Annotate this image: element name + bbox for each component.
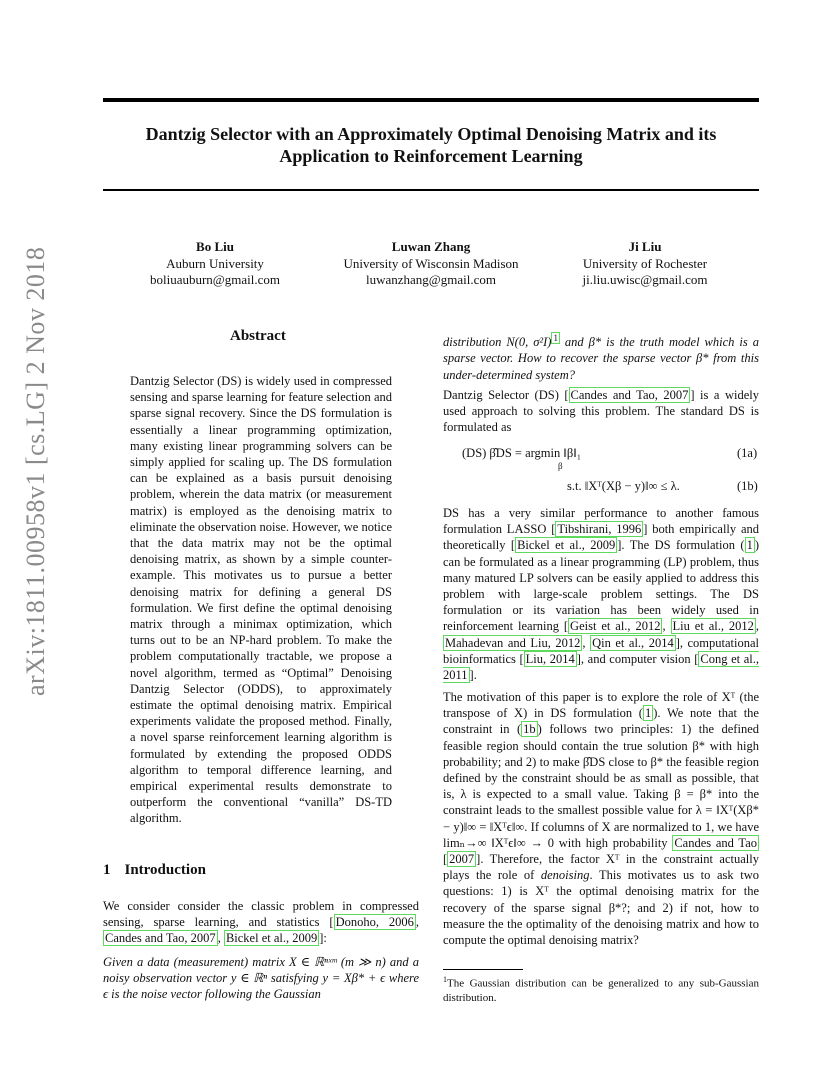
paragraph-text: ) follows two principles: 1) the defined feasible region should contain the true solution β* with high probability; and 2) to make β̂DS close to β* the feasible region defined by the constraint should be as small as possible, that is, λ is expected to a small value. Taking β = β* into the constraint leads to the smallest possible value for λ = ‖Xᵀ(Xβ* − y)‖∞ = ‖Xᵀϵ‖∞. If columns of X are normalized to 1, we have limₙ→∞ ‖Xᵀϵ‖∞ → 0 with high probability xyxy=(443,722,759,850)
citation-link[interactable]: Bickel et al., 2009 xyxy=(517,538,616,553)
problem-statement xyxy=(103,954,419,1003)
equation-1a xyxy=(462,446,581,461)
citation-link[interactable]: Mahadevan and Liu, 2012 xyxy=(445,635,581,650)
footnote-rule xyxy=(443,969,523,970)
citation-close: ]: xyxy=(319,931,327,946)
author-name: Bo Liu xyxy=(196,239,234,254)
citation-link[interactable]: Candes and Tao xyxy=(674,835,757,850)
intro-text: We consider consider the classic problem in compressed sensing, sparse learning, and statistics [ xyxy=(103,899,419,930)
paragraph-text: ]. Therefore, the factor Xᵀ in the constraint actually plays the role of xyxy=(443,852,759,883)
problem-text: and β* is the truth model which is a sparse vector. How to recover the sparse vector β* from this under-determined system? xyxy=(443,335,759,382)
equation-number: (1a) xyxy=(737,446,758,460)
section-number: 1 xyxy=(103,862,111,878)
author-email: luwanzhang@gmail.com xyxy=(365,272,497,287)
citation-link[interactable]: Candes and Tao, 2007 xyxy=(105,931,216,946)
paper-title: Dantzig Selector with an Approximately Optimal Denoising Matrix and its Application to Reinforcement Learning xyxy=(145,124,717,166)
footnote-text: The Gaussian distribution can be generalized to any sub-Gaussian distribution. xyxy=(443,977,759,1004)
citation-link[interactable]: Cong et al., 2011 xyxy=(443,651,759,683)
paragraph-text: DS has a very similar performance to another famous formulation LASSO [ xyxy=(443,506,759,537)
paragraph-text: , xyxy=(755,619,760,634)
paragraph-text: ). We note that the constraint in ( xyxy=(443,706,759,737)
author-affiliation: University of Wisconsin Madison xyxy=(343,255,519,271)
citation-link[interactable]: Tibshirani, 1996 xyxy=(557,522,642,537)
paragraph-text: ]. xyxy=(469,668,477,683)
ds-text: ] is a widely used approach to solving this problem. The standard DS is formulated as xyxy=(443,388,759,435)
problem-statement-text: Given a data (measurement) matrix X ∈ ℝⁿˣᵐ (m ≫ n) and a noisy observation vector y ∈ ℝⁿ satisfying y = Xβ* + ϵ where ϵ is the noise vector following the Gaussian xyxy=(103,955,419,1002)
ds-text: Dantzig Selector (DS) [ xyxy=(443,388,569,402)
citation-link[interactable]: Bickel et al., 2009 xyxy=(225,931,318,946)
ds-paragraph xyxy=(443,387,759,436)
footnote-link[interactable]: 1 xyxy=(553,333,558,343)
citation-link[interactable]: 2007 xyxy=(449,852,475,867)
paragraph-text: [ xyxy=(443,852,448,867)
citation-separator: , xyxy=(415,915,419,930)
equation-link[interactable]: 1 xyxy=(746,538,753,553)
equation-1a-subscript: β xyxy=(558,461,563,471)
abstract-text: Dantzig Selector (DS) is widely used in compressed sensing and sparse learning for feature selection and sparse signal recovery. Since the DS formulation is essentially a linear programming optimization, many existing linear programming solvers can be simply applied for scaling up. The DS formulation can be explained as a basis pursuit denoising problem, wherein the data matrix (or measurement matrix) is employed as the denoising matrix to eliminate the observation noise. However, we notice that the data matrix may not be the optimal denoising matrix, as shown by a simple counter-example. This motivates us to pursue a better denoising matrix for defining a general DS formulation. We first define the optimal denoising matrix through a minimax optimization, which turns out to be an NP-hard problem. To make the problem computationally tractable, we propose a novel algorithm, termed as “Optimal” Denoising Dantzig Selector (ODDS), to approximately estimate the optimal denoising matrix. Empirical experiments validate the proposed method. Finally, a novel sparse reinforcement learning algorithm is formulated by extending the proposed ODDS algorithm to temporal difference learning, and empirical experimental results demonstrate to outperform the conventional “vanilla” DS-TD algorithm. xyxy=(130,374,392,826)
citation-separator: , xyxy=(217,931,224,946)
ds-lasso-paragraph xyxy=(443,505,759,683)
equation-link[interactable]: 1 xyxy=(644,706,652,721)
equation-link[interactable]: 1b xyxy=(523,722,536,737)
paragraph-text: . This motivates us to ask two questions: 1) is Xᵀ the optimal denoising matrix for the recovery of the sparse signal β*?; and 2) if not, how to measure the the optimality of the denoising matrix and how to compute the optimal denoising matrix? xyxy=(443,868,759,948)
citation-link[interactable]: Donoho, 2006 xyxy=(335,915,414,930)
title-bottom-rule xyxy=(103,189,759,191)
equation-text: (DS) β̂DS = argmin ‖β‖₁ xyxy=(462,446,582,460)
citation-link[interactable]: Candes and Tao, 2007 xyxy=(570,388,689,402)
paragraph-text: ], and computer vision [ xyxy=(576,651,699,666)
arxiv-identifier: arXiv:1811.00958v1 [cs.LG] 2 Nov 2018 xyxy=(21,246,50,696)
paragraph-text: , xyxy=(662,619,671,634)
author-affiliation: University of Rochester xyxy=(582,255,708,271)
problem-text: distribution N(0, σ²I) xyxy=(443,335,552,350)
title-top-rule xyxy=(103,98,759,102)
citation-link[interactable]: Liu et al., 2012 xyxy=(672,619,754,634)
author-name: Ji Liu xyxy=(628,239,662,254)
abstract-heading: Abstract xyxy=(230,328,286,344)
section-title: Introduction xyxy=(124,862,206,878)
paragraph-text: , xyxy=(582,635,591,650)
equation-1b: s.t. ‖Xᵀ(Xβ − y)‖∞ ≤ λ. xyxy=(567,479,680,493)
paragraph-text: ]. The DS formulation ( xyxy=(617,538,745,553)
paragraph-text: ) can be formulated as a linear programming (LP) problem, thus many matured LP solvers can be easily applied to address this problem with large-scale problem settings. The DS formulation or its variation has been widely used in reinforcement learning [ xyxy=(443,538,760,634)
paragraph-text: The motivation of this paper is to explore the role of Xᵀ (the transpose of X) in DS formulation ( xyxy=(443,690,759,721)
abstract-body xyxy=(130,373,392,827)
problem-statement-continued xyxy=(443,330,759,383)
footnote xyxy=(443,973,759,1005)
author-3 xyxy=(550,239,740,289)
citation-link[interactable]: Liu, 2014 xyxy=(525,651,575,666)
intro-paragraph xyxy=(103,898,419,947)
citation-link[interactable]: Geist et al., 2012 xyxy=(570,619,661,634)
author-name: Luwan Zhang xyxy=(391,239,471,254)
footnote-mark: 1 xyxy=(443,975,447,984)
author-affiliation: Auburn University xyxy=(166,255,264,271)
author-2 xyxy=(321,239,541,289)
paragraph-text: ] both empirically and theoretically [ xyxy=(443,522,759,553)
citation-link[interactable]: Qin et al., 2014 xyxy=(592,635,674,650)
paragraph-text: ], computational bioinformatics [ xyxy=(443,635,760,666)
section-heading xyxy=(103,862,206,879)
motivation-paragraph xyxy=(443,689,759,948)
author-1 xyxy=(120,239,310,289)
emphasis-text: denoising xyxy=(540,868,590,883)
author-email: boliuauburn@gmail.com xyxy=(149,272,281,287)
author-email: ji.liu.uwisc@gmail.com xyxy=(582,272,708,287)
equation-number: (1b) xyxy=(737,479,758,493)
